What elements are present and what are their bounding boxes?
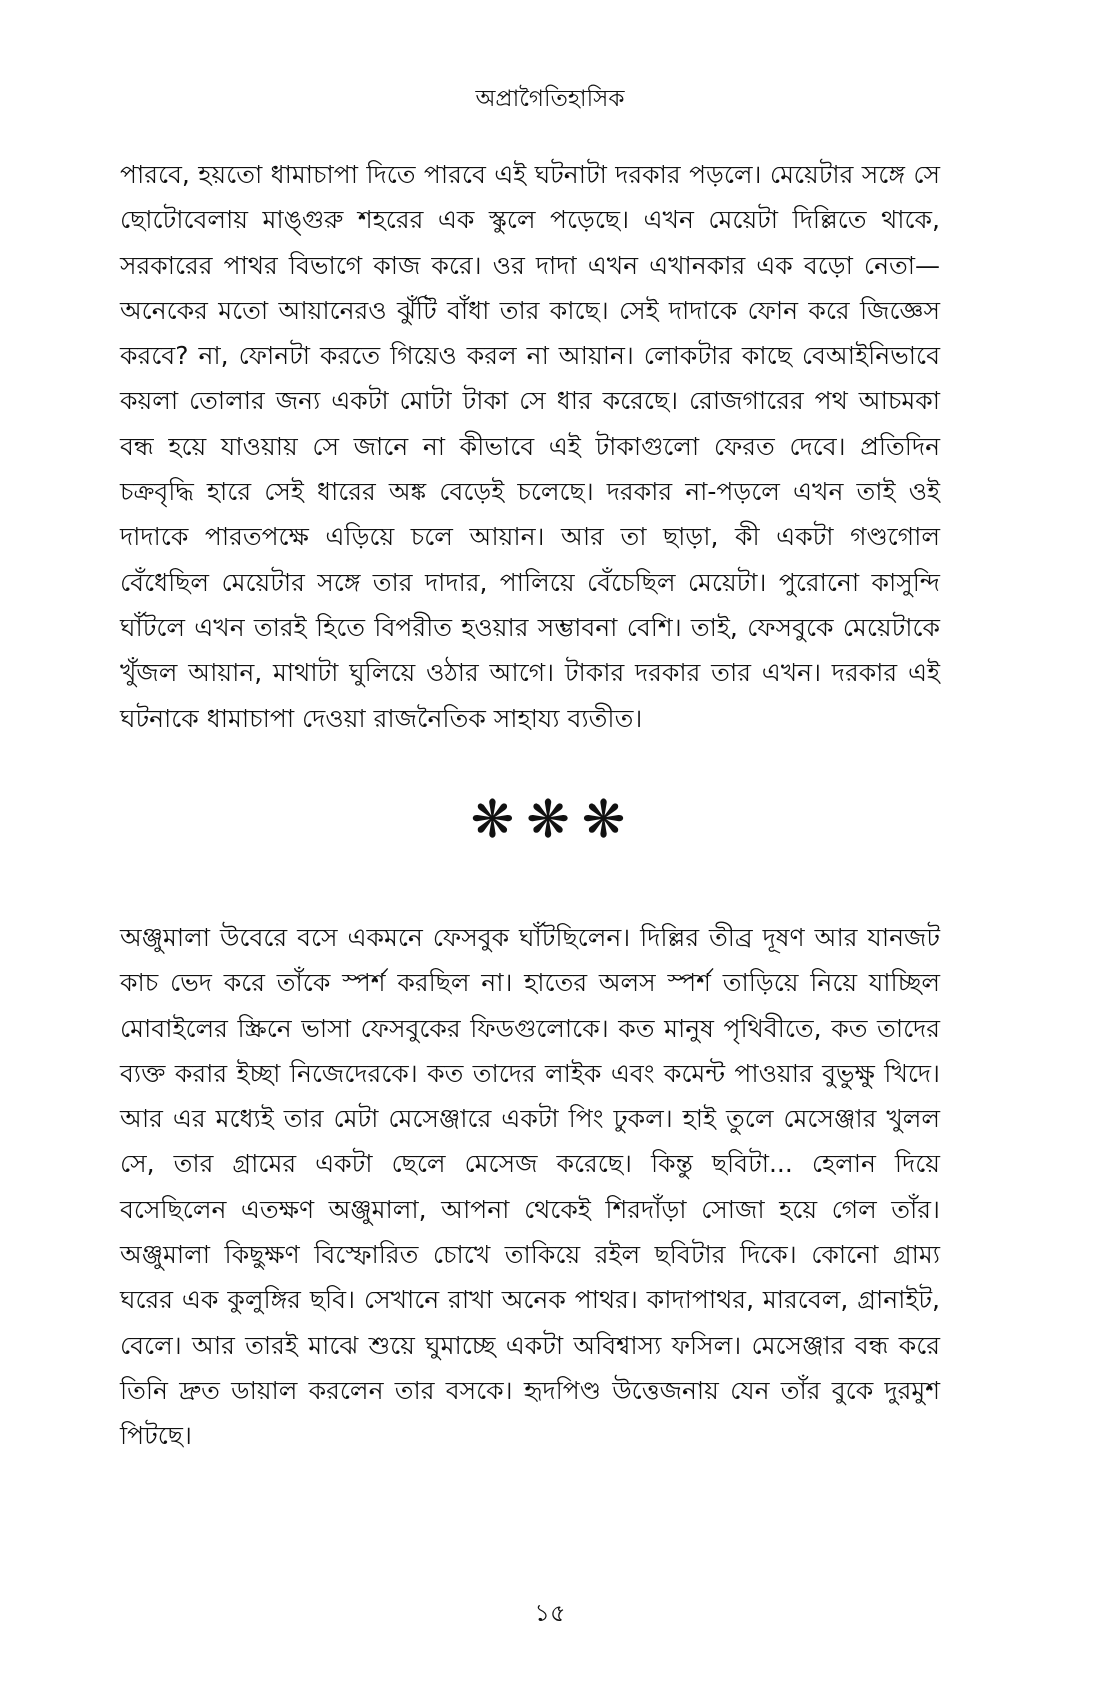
body-paragraph: অঞ্জুমালা উবেরে বসে একমনে ফেসবুক ঘাঁটছিলেন। দিল্লির তীব্র দূষণ আর যানজট কাচ ভেদ করে তাঁকে স্পর্শ করছিল না। হাতের অলস স্পর্শ তাড়িয়ে নিয়ে যাচ্ছিল মোবাইলের স্ক্রিনে ভাসা ফেসবুকের ফিডগুলোকে। কত মানুষ পৃথিবীতে, কত তাদের ব্যক্ত করার ইচ্ছা নিজেদেরকে। কত তাদের লাইক এবং কমেন্ট পাওয়ার বুভুক্ষু খিদে। আর এর মধ্যেই তার মেটা মেসেঞ্জারে একটা পিং ঢুকল। হাই তুলে মেসেঞ্জার খুলল সে, তার গ্রামের একটা ছেলে মেসেজ করেছে। কিন্তু ছবিটা... হেলান দিয়ে বসেছিলেন এতক্ষণ অঞ্জুমালা, আপনা থেকেই শিরদাঁড়া সোজা হয়ে গেল তাঁর। অঞ্জুমালা কিছুক্ষণ বিস্ফোরিত চোখে তাকিয়ে রইল ছবিটার দিকে। কোনো গ্রাম্য ঘরের এক কুলুঙ্গির ছবি। সেখানে রাখা অনেক পাথর। কাদাপাথর, মারবেল, গ্রানাইট, বেলে। আর তারই মাঝে শুয়ে ঘুমাচ্ছে একটা অবিশ্বাস্য ফসিল। মেসেঞ্জার বন্ধ করে তিনি দ্রুত ডায়াল করলেন তার বসকে। হৃদপিণ্ড উত্তেজনায় যেন তাঁর বুকে দুরমুশ পিটছে। (120, 923, 940, 1451)
asterism-ornament-icon: ❋ (526, 790, 574, 850)
running-header-title: অপ্রাগৈতিহাসিক (475, 86, 625, 112)
body-paragraph: পারবে, হয়তো ধামাচাপা দিতে পারবে এই ঘটনাটা দরকার পড়লে। মেয়েটার সঙ্গে সে ছোটোবেলায় মাঙ্গুরু শহরের এক স্কুলে পড়েছে। এখন মেয়েটা দিল্লিতে থাকে, সরকারের পাথর বিভাগে কাজ করে। ওর দাদা এখন এখানকার এক বড়ো নেতা—অনেকের মতো আয়ানেরও ঝুঁটি বাঁধা তার কাছে। সেই দাদাকে ফোন করে জিজ্ঞেস করবে? না, ফোনটা করতে গিয়েও করল না আয়ান। লোকটার কাছে বেআইনিভাবে কয়লা তোলার জন্য একটা মোটা টাকা সে ধার করেছে। রোজগারের পথ আচমকা বন্ধ হয়ে যাওয়ায় সে জানে না কীভাবে এই টাকাগুলো ফেরত দেবে। প্রতিদিন চক্রবৃদ্ধি হারে সেই ধারের অঙ্ক বেড়েই চলেছে। দরকার না-পড়লে এখন তাই ওই দাদাকে পারতপক্ষে এড়িয়ে চলে আয়ান। আর তা ছাড়া, কী একটা গণ্ডগোল বেঁধেছিল মেয়েটার সঙ্গে তার দাদার, পালিয়ে বেঁচেছিল মেয়েটা। পুরোনো কাসুন্দি ঘাঁটলে এখন তারই হিতে বিপরীত হওয়ার সম্ভাবনা বেশি। তাই, ফেসবুকে মেয়েটাকে খুঁজল আয়ান, মাথাটা ঘুলিয়ে ওঠার আগে। টাকার দরকার তার এখন। দরকার এই ঘটনাকে ধামাচাপা দেওয়া রাজনৈতিক সাহায্য ব্যতীত। (120, 160, 940, 733)
asterism-ornament-icon: ❋ (470, 790, 519, 850)
asterism-ornament-icon: ❋ (581, 790, 630, 850)
section-separator (0, 785, 1100, 855)
page-number: ১৫ (534, 1599, 566, 1627)
